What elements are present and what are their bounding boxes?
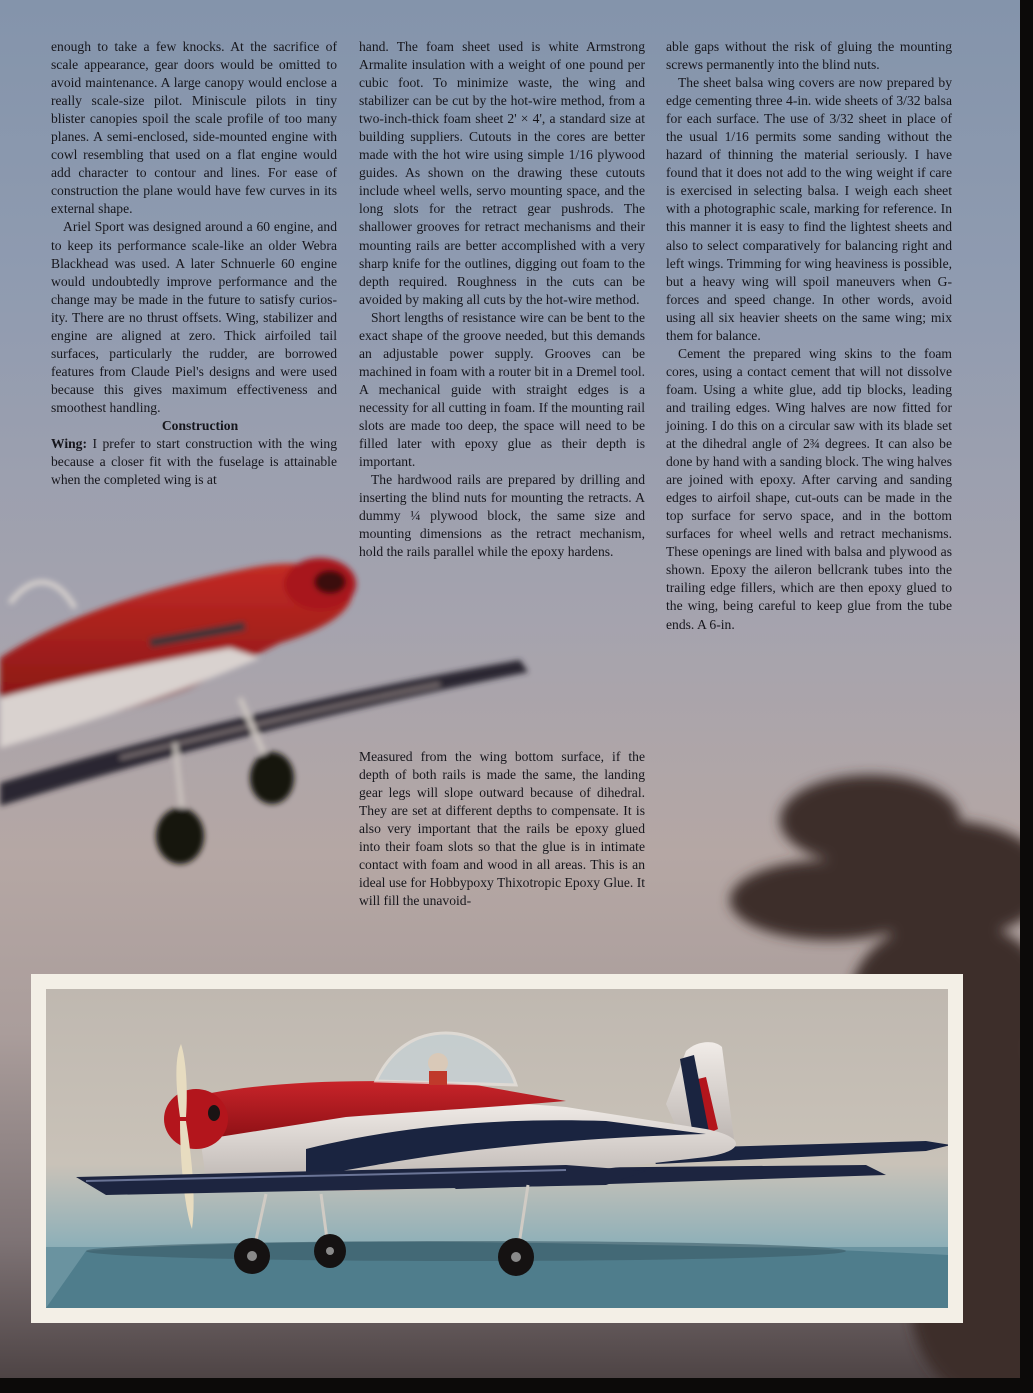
section-heading: Construction <box>161 417 239 433</box>
run-in-label: Wing: <box>51 436 88 452</box>
paragraph: Ariel Sport was designed around a 60 engine, and to keep its performance scale-like an older Webra Blackhead was used. A later Schnuerle 60 engine would undoubtedly improve performance and the change may be made in the future to satisfy curiosity. There are no thrust offsets. Wing, stabilizer and engine are aligned at zero. Thick airfoiled tail surfaces, particularly the rudder, are borrowed features from Claude Piel's designs and were used because this gives maximum effectiveness and smoothest handling. <box>51 219 337 415</box>
model-airplane-illustration <box>46 989 948 1308</box>
paragraph: The sheet balsa wing covers are now prepared by edge cementing three 4-in. wide sheets of 3/32 balsa for each surface. The use of 3/32 sheet in place of the usual 1/16 permits some sanding without the hazard of thinning the material seriously. I have found that it does not add to the wing weight if care is exercised in selecting balsa. I weigh each sheet with a photographic scale, marking for reference. In this manner it is easy to find the lightest sheets and also to select comparatively for balancing right and left wings. Trimming for wing heaviness is possible, but a heavy wing will spoil maneuvers when G-forces and speed change. In other words, avoid using all six heavier sheets on the same wing; mix them for balance. <box>666 75 952 343</box>
text-column-2 <box>359 38 645 561</box>
paragraph: able gaps without the risk of gluing the mounting screws permanently into the blind nuts. <box>666 39 952 73</box>
model-airplane-photo-frame <box>31 974 963 1323</box>
paragraph: Cement the prepared wing skins to the foam cores, using a contact cement that will not dissolve foam. Using a white glue, add tip blocks, leading and trailing edges. Wing halves are now fitted for joining. I do this on a circular saw with its blade set at the dihedral angle of 2¾ degrees. It can also be done by hand with a sanding block. The wing halves are joined with epoxy. After carving and sanding edges to airfoil shape, cut-outs can be made in the top surface for servo space, and in the bottom surfaces for wheel wells and retract mechanisms. These openings are lined with balsa and plywood as shown. Epoxy the aileron bellcrank tubes into the trailing edge fillers, which are then epoxy glued to the wing, being careful to keep glue from the tube ends. A 6-in. <box>666 345 952 632</box>
paragraph <box>51 435 337 489</box>
paragraph: Short lengths of resistance wire can be bent to the exact shape of the groove needed, but this demands an adjustable power supply. Grooves can be machined in foam with a router bit in a Dremel tool. A mechanical guide with straight edges is a necessity for all cutting in foam. If the mounting rail slots are made too deep, the space will need to be filled later with epoxy glue as their depth is important. <box>359 309 645 470</box>
paragraph-text: I prefer to start construction with the wing because a closer fit with the fuselage is attainable when the completed wing is at <box>51 436 337 488</box>
paragraph: Measured from the wing bottom surface, if the depth of both rails is made the same, the landing gear legs will slope outward because of dihedral. They are set at different depths to compensate. It is also very important that the rails be epoxy glued into their foam slots so that the glue is in intimate contact with foam and wood in all areas. This is an ideal use for Hobbypoxy Thixotropic Epoxy Glue. It will fill the unavoid- <box>359 749 645 909</box>
text-column-3 <box>666 38 952 634</box>
text-column-2-continued <box>359 748 645 910</box>
text-column-1 <box>51 38 337 489</box>
model-airplane-photo <box>46 989 948 1308</box>
paragraph: The hardwood rails are prepared by drilling and inserting the blind nuts for mounting the retracts. A dummy ¼ plywood block, the same size and mounting dimensions as the retract mechanism, hold the rails parallel while the epoxy hardens. <box>359 472 645 560</box>
page-edge-bottom <box>0 1378 1033 1393</box>
paragraph: enough to take a few knocks. At the sacrifice of scale appearance, gear doors would be omitted to avoid maintenance. A large canopy would enclose a really scale-size pilot. Miniscule pilots in tiny blister canopies spoil the scale profile of too many planes. A semi-enclosed, side-mounted engine with cowl resembling that used on a flat engine would add character to contour and lines. For ease of construction the plane would have few curves in its external shape. <box>51 39 337 217</box>
paragraph: hand. The foam sheet used is white Armstrong Armalite insulation with a weight of one pound per cubic foot. To minimize waste, the wing and stabilizer can be cut by the hot-wire method, from a two-inch-thick foam sheet 2' × 4', a standard size at building suppliers. Cutouts in the cores are better made with the hot wire using simple 1/16 plywood guides. As shown on the drawing these cutouts include wheel wells, servo mounting space, and the long slots for the retract gear pushrods. The shallower grooves for retract mechanisms and their mounting rails are better accomplished with a very sharp knife for the outlines, digging out foam to the depth required. Roughness in the cuts can be avoided by making all cuts by the hot-wire method. <box>359 39 645 307</box>
page-edge-right <box>1020 0 1033 1393</box>
